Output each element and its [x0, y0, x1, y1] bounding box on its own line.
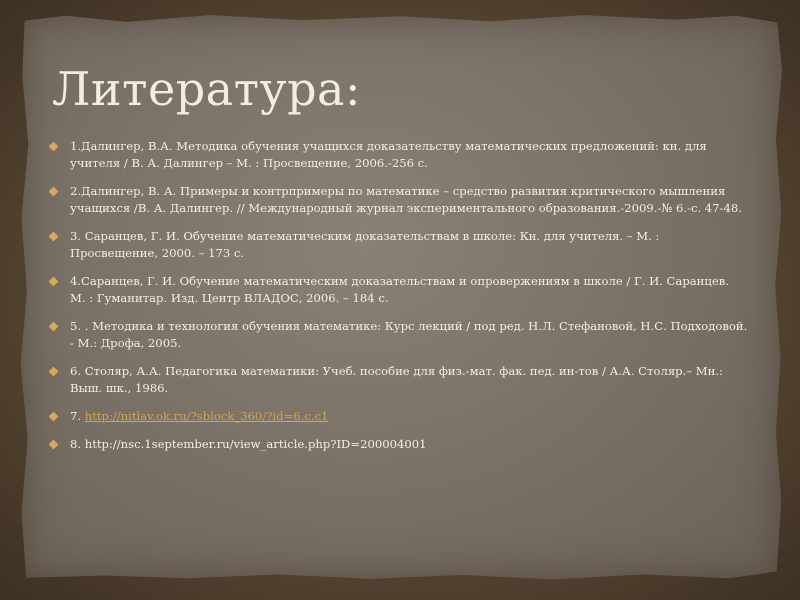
list-item: [48, 138, 748, 172]
bullet-icon: [49, 142, 59, 152]
bullet-icon: [49, 322, 59, 332]
reference-text: 8. http://nsc.1september.ru/view_article.php?ID=200004001: [70, 437, 427, 451]
bullet-icon: [49, 232, 59, 242]
list-item: [48, 228, 748, 262]
reference-text: 4.Саранцев, Г. И. Обучение математическим доказательствам и опровержениям в школе / Г. И. Саранцев. М. : Гуманитар. Изд. Центр ВЛАДОС, 2006. – 184 с.: [70, 274, 729, 305]
reference-text: 3. Саранцев, Г. И. Обучение математическим доказательствам в школе: Кн. для учителя. – М. : Просвещение, 2000. – 173 с.: [70, 229, 660, 260]
reference-text: 1.Далингер, В.А. Методика обучения учащихся доказательству математических предложений: кн. для учителя / В. А. Далингер – М. : Просвещение, 2006.-256 с.: [70, 139, 707, 170]
list-item: [48, 436, 748, 453]
list-item: [48, 318, 748, 352]
reference-prefix: 7.: [70, 409, 85, 423]
list-item: [48, 273, 748, 307]
bullet-icon: [49, 277, 59, 287]
reference-text: 5. . Методика и технология обучения математике: Курс лекций / под ред. Н.Л. Стефановой, Н.С. Подходовой. - М.: Дрофа, 2005.: [70, 319, 748, 350]
list-item: [48, 408, 748, 425]
list-item: [48, 183, 748, 217]
slide-title: Литература:: [52, 62, 361, 116]
reference-link[interactable]: http://nitlav.ok.ru/?sblock_360/?id=6.c.c1: [84, 409, 329, 423]
reference-list: [48, 138, 748, 464]
bullet-icon: [49, 187, 59, 197]
list-item: [48, 363, 748, 397]
reference-text: 2.Далингер, В. А. Примеры и контрпримеры по математике – средство развития критического мышления учащихся /В. А. Далингер. // Международный журнал экспериментального образования.-2009.-№ 6.-с. 47-48.: [70, 184, 742, 215]
reference-text: 6. Столяр, А.А. Педагогика математики: Учеб. пособие для физ.-мат. фак. пед. ин-тов / А.А. Столяр.– Мн.: Выш. шк., 1986.: [70, 364, 723, 395]
bullet-icon: [49, 367, 59, 377]
bullet-icon: [49, 412, 59, 422]
bullet-icon: [49, 440, 59, 450]
